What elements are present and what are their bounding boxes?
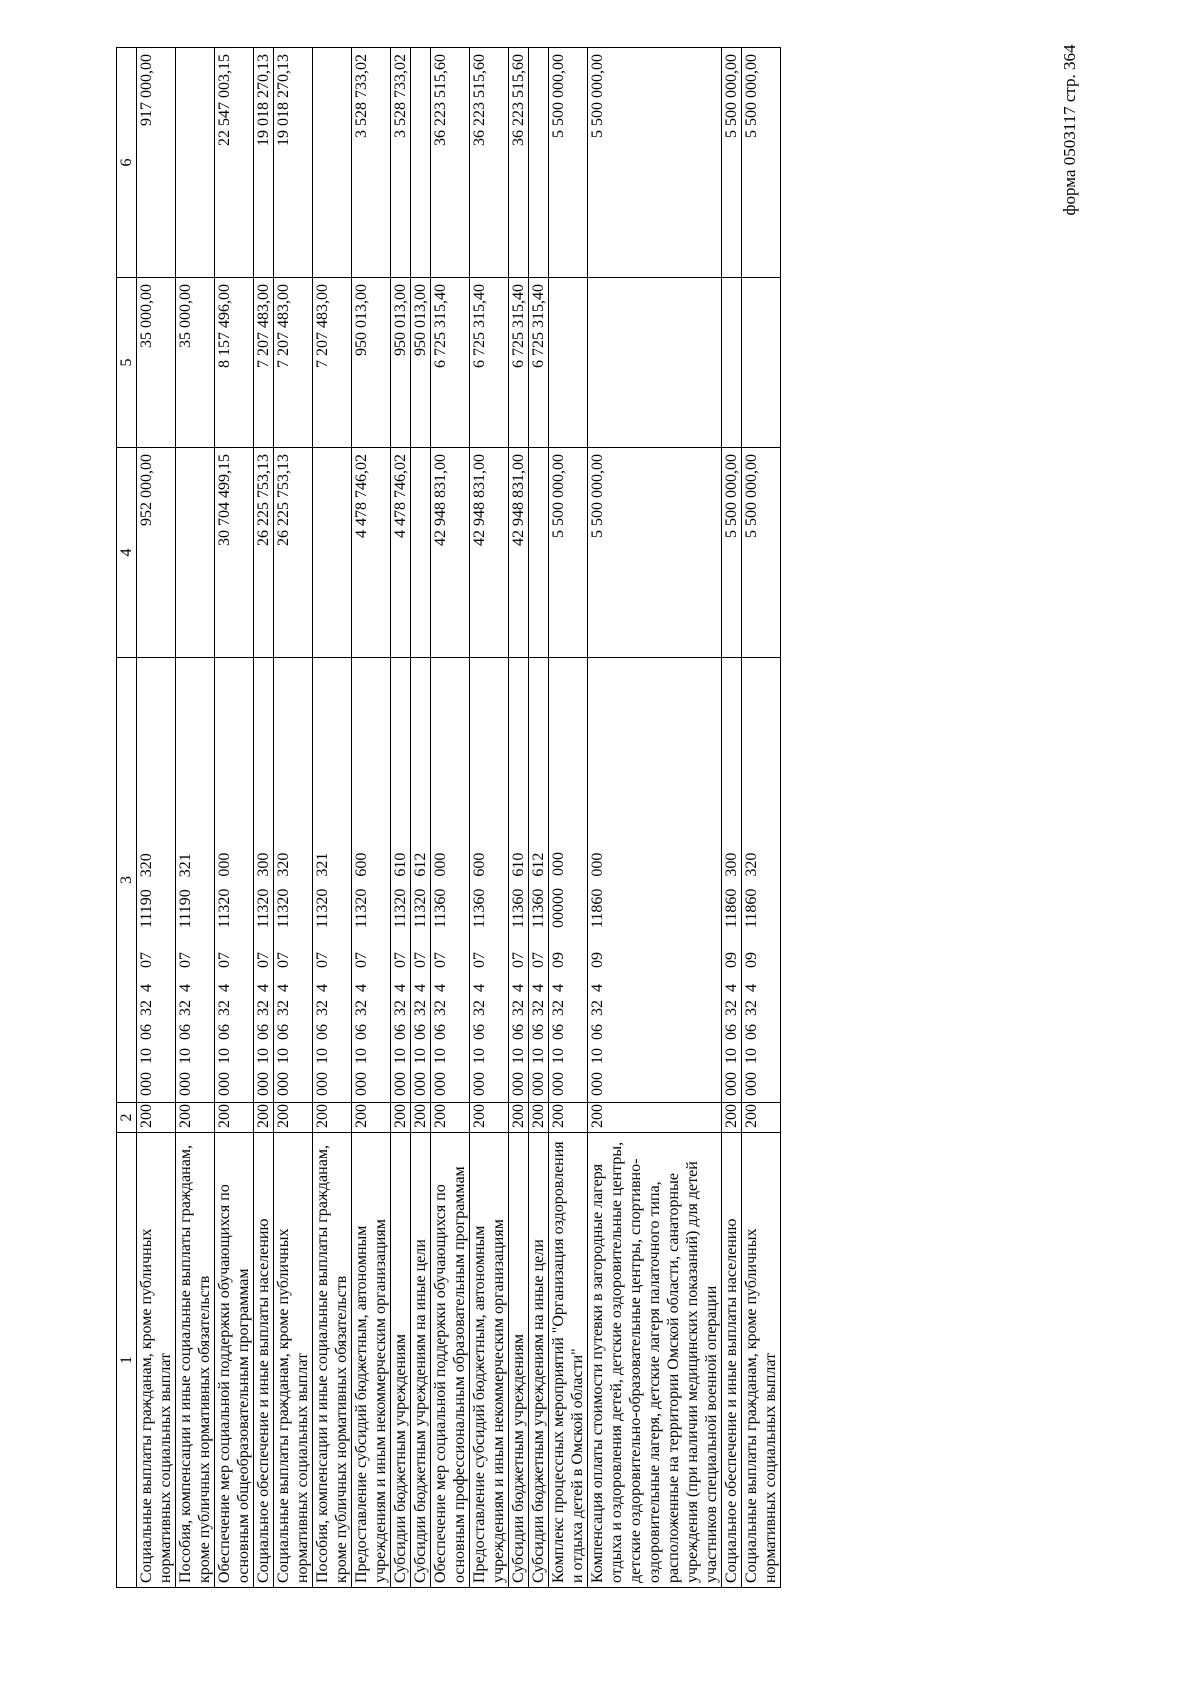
table-row (137, 48, 176, 1588)
row-name-cell: Социальное обеспечение и иные выплаты населению (254, 1133, 274, 1588)
row-approved-cell: 26 225 753,13 (274, 448, 313, 658)
table-row (529, 48, 549, 1588)
row-approved-cell: 26 225 753,13 (254, 448, 274, 658)
row-executed-cell: 6 725 315,40 (509, 278, 529, 448)
row-executed-cell (549, 278, 588, 448)
column-header: 5 (117, 278, 137, 448)
report-table (116, 47, 781, 1588)
row-budget-code-cell: 000 10 06 32 4 07 11320 600 (352, 658, 391, 1103)
row-name-cell: Субсидии бюджетным учреждениям (509, 1133, 529, 1588)
table-row (509, 48, 529, 1588)
row-budget-code-cell: 000 10 06 32 4 07 11190 320 (137, 658, 176, 1103)
row-approved-cell (176, 448, 215, 658)
row-name-cell: Субсидии бюджетным учреждениям на иные цели (411, 1133, 431, 1588)
row-executed-cell: 950 013,00 (411, 278, 431, 448)
row-budget-code-cell: 000 10 06 32 4 07 11320 000 (215, 658, 254, 1103)
row-budget-code-cell: 000 10 06 32 4 07 11320 320 (274, 658, 313, 1103)
row-approved-cell: 952 000,00 (137, 448, 176, 658)
row-budget-code-cell: 000 10 06 32 4 07 11190 321 (176, 658, 215, 1103)
row-line-code-cell: 200 (722, 1103, 742, 1133)
row-budget-code-cell: 000 10 06 32 4 07 11320 610 (391, 658, 411, 1103)
table-row (549, 48, 588, 1588)
column-header: 6 (117, 48, 137, 278)
row-unexecuted-cell (176, 48, 215, 278)
row-executed-cell: 35 000,00 (137, 278, 176, 448)
row-name-cell: Социальное обеспечение и иные выплаты населению (722, 1133, 742, 1588)
row-budget-code-cell: 000 10 06 32 4 07 11320 300 (254, 658, 274, 1103)
row-executed-cell: 7 207 483,00 (274, 278, 313, 448)
table-row (391, 48, 411, 1588)
row-unexecuted-cell: 22 547 003,15 (215, 48, 254, 278)
row-name-cell: Компенсация оплаты стоимости путевки в загородные лагеря отдыха и оздоровления детей, детские оздоровительные центры, детские оздоровительно-образовательные центры, спортивно-оздоровительные лагеря, детские лагеря палаточного типа, расположенные на территории Омской области, санаторные учреждения (при наличии медицинских показаний) для детей участников специальной военной операции (588, 1133, 722, 1588)
row-executed-cell: 6 725 315,40 (431, 278, 470, 448)
row-unexecuted-cell: 5 500 000,00 (722, 48, 742, 278)
row-name-cell: Обеспечение мер социальной поддержки обучающихся по основным профессиональным образовательным программам (431, 1133, 470, 1588)
row-line-code-cell: 200 (137, 1103, 176, 1133)
row-line-code-cell: 200 (529, 1103, 549, 1133)
row-executed-cell: 950 013,00 (391, 278, 411, 448)
row-name-cell: Субсидии бюджетным учреждениям (391, 1133, 411, 1588)
row-line-code-cell: 200 (313, 1103, 352, 1133)
row-name-cell: Социальные выплаты гражданам, кроме публичных нормативных социальных выплат (137, 1133, 176, 1588)
row-budget-code-cell: 000 10 06 32 4 07 11360 610 (509, 658, 529, 1103)
row-line-code-cell: 200 (176, 1103, 215, 1133)
row-executed-cell: 7 207 483,00 (313, 278, 352, 448)
row-executed-cell: 35 000,00 (176, 278, 215, 448)
row-name-cell: Предоставление субсидий бюджетным, автономным учреждениям и иным некоммерческим организациям (352, 1133, 391, 1588)
table-row (313, 48, 352, 1588)
row-line-code-cell: 200 (254, 1103, 274, 1133)
row-line-code-cell: 200 (411, 1103, 431, 1133)
row-name-cell: Социальные выплаты гражданам, кроме публичных нормативных социальных выплат (742, 1133, 781, 1588)
row-approved-cell: 30 704 499,15 (215, 448, 254, 658)
row-name-cell: Предоставление субсидий бюджетным, автономным учреждениям и иным некоммерческим организациям (470, 1133, 509, 1588)
row-approved-cell: 4 478 746,02 (391, 448, 411, 658)
row-budget-code-cell: 000 10 06 32 4 07 11320 321 (313, 658, 352, 1103)
row-line-code-cell: 200 (431, 1103, 470, 1133)
row-executed-cell (742, 278, 781, 448)
row-executed-cell: 7 207 483,00 (254, 278, 274, 448)
row-line-code-cell: 200 (509, 1103, 529, 1133)
row-unexecuted-cell: 36 223 515,60 (509, 48, 529, 278)
row-line-code-cell: 200 (391, 1103, 411, 1133)
table-header (117, 48, 137, 1588)
row-unexecuted-cell: 5 500 000,00 (742, 48, 781, 278)
row-budget-code-cell: 000 10 06 32 4 09 11860 300 (722, 658, 742, 1103)
row-line-code-cell: 200 (215, 1103, 254, 1133)
row-approved-cell: 5 500 000,00 (742, 448, 781, 658)
row-executed-cell (588, 278, 722, 448)
row-approved-cell: 42 948 831,00 (509, 448, 529, 658)
row-approved-cell: 42 948 831,00 (470, 448, 509, 658)
row-unexecuted-cell: 5 500 000,00 (588, 48, 722, 278)
row-approved-cell: 5 500 000,00 (549, 448, 588, 658)
column-header: 3 (117, 658, 137, 1103)
row-name-cell: Субсидии бюджетным учреждениям на иные цели (529, 1133, 549, 1588)
row-line-code-cell: 200 (588, 1103, 722, 1133)
row-budget-code-cell: 000 10 06 32 4 07 11360 612 (529, 658, 549, 1103)
form-label: форма 0503117 стр. 364 (1060, 44, 1079, 216)
row-name-cell: Пособия, компенсации и иные социальные выплаты гражданам, кроме публичных нормативных обязательств (313, 1133, 352, 1588)
row-executed-cell: 6 725 315,40 (529, 278, 549, 448)
row-unexecuted-cell: 36 223 515,60 (470, 48, 509, 278)
row-budget-code-cell: 000 10 06 32 4 07 11360 600 (470, 658, 509, 1103)
row-unexecuted-cell (529, 48, 549, 278)
table-row (411, 48, 431, 1588)
row-unexecuted-cell: 917 000,00 (137, 48, 176, 278)
row-executed-cell (722, 278, 742, 448)
column-header: 4 (117, 448, 137, 658)
row-name-cell: Обеспечение мер социальной поддержки обучающихся по основным общеобразовательным программам (215, 1133, 254, 1588)
row-budget-code-cell: 000 10 06 32 4 09 00000 000 (549, 658, 588, 1103)
row-name-cell: Комплекс процессных мероприятий "Организация оздоровления и отдыха детей в Омской области" (549, 1133, 588, 1588)
row-unexecuted-cell: 19 018 270,13 (274, 48, 313, 278)
row-approved-cell: 5 500 000,00 (588, 448, 722, 658)
table-row (254, 48, 274, 1588)
row-executed-cell: 6 725 315,40 (470, 278, 509, 448)
row-unexecuted-cell: 36 223 515,60 (431, 48, 470, 278)
row-approved-cell (411, 448, 431, 658)
row-approved-cell: 42 948 831,00 (431, 448, 470, 658)
row-approved-cell (313, 448, 352, 658)
header-row (117, 48, 137, 1588)
table-row (470, 48, 509, 1588)
table-row (722, 48, 742, 1588)
row-line-code-cell: 200 (470, 1103, 509, 1133)
table-row (215, 48, 254, 1588)
row-budget-code-cell: 000 10 06 32 4 07 11360 000 (431, 658, 470, 1103)
row-unexecuted-cell: 3 528 733,02 (391, 48, 411, 278)
row-line-code-cell: 200 (274, 1103, 313, 1133)
row-unexecuted-cell (411, 48, 431, 278)
table-row (176, 48, 215, 1588)
row-name-cell: Пособия, компенсации и иные социальные выплаты гражданам, кроме публичных нормативных обязательств (176, 1133, 215, 1588)
row-unexecuted-cell: 3 528 733,02 (352, 48, 391, 278)
table-body (137, 48, 781, 1588)
table-row (352, 48, 391, 1588)
table-row (431, 48, 470, 1588)
row-budget-code-cell: 000 10 06 32 4 09 11860 320 (742, 658, 781, 1103)
table-row (274, 48, 313, 1588)
row-unexecuted-cell (313, 48, 352, 278)
row-approved-cell: 4 478 746,02 (352, 448, 391, 658)
row-unexecuted-cell: 5 500 000,00 (549, 48, 588, 278)
row-unexecuted-cell: 19 018 270,13 (254, 48, 274, 278)
row-line-code-cell: 200 (352, 1103, 391, 1133)
row-line-code-cell: 200 (742, 1103, 781, 1133)
row-approved-cell: 5 500 000,00 (722, 448, 742, 658)
row-budget-code-cell: 000 10 06 32 4 07 11320 612 (411, 658, 431, 1103)
row-approved-cell (529, 448, 549, 658)
row-executed-cell: 950 013,00 (352, 278, 391, 448)
row-budget-code-cell: 000 10 06 32 4 09 11860 000 (588, 658, 722, 1103)
column-header: 1 (117, 1133, 137, 1588)
rotated-table-wrapper (116, 48, 1081, 1588)
column-header: 2 (117, 1103, 137, 1133)
row-line-code-cell: 200 (549, 1103, 588, 1133)
table-row (588, 48, 722, 1588)
row-executed-cell: 8 157 496,00 (215, 278, 254, 448)
row-name-cell: Социальные выплаты гражданам, кроме публичных нормативных социальных выплат (274, 1133, 313, 1588)
table-row (742, 48, 781, 1588)
